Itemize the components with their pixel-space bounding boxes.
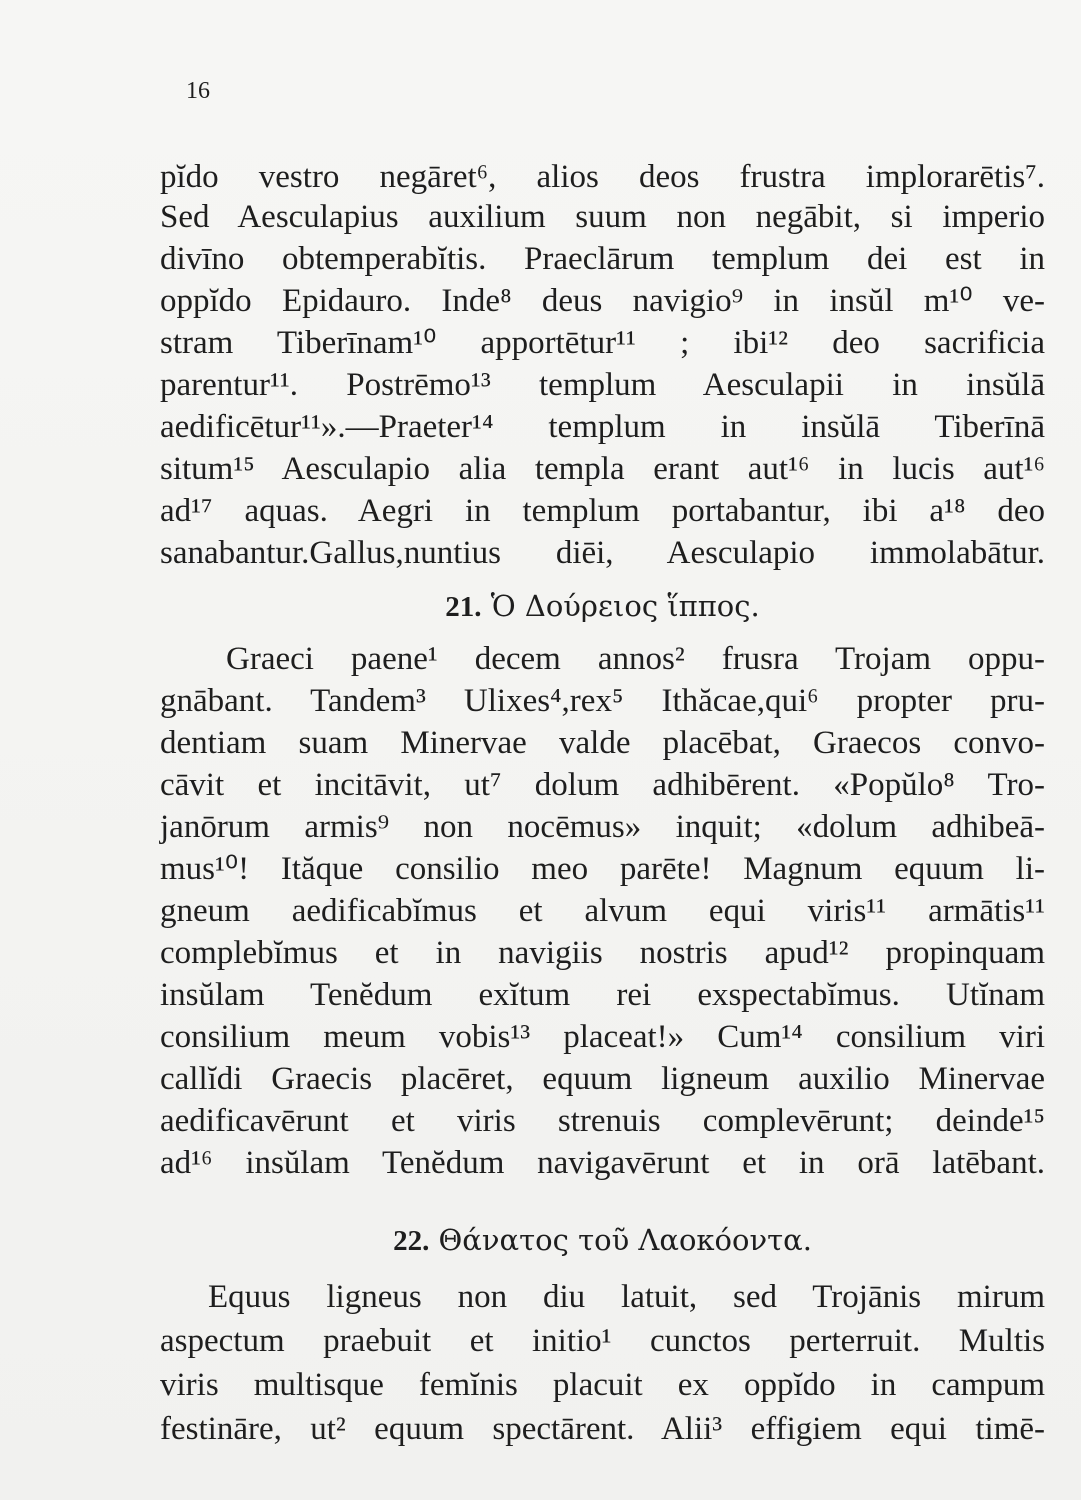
text-line: divīno obtemperabĭtis. Praeclārum templum dei est in <box>160 241 1045 277</box>
text-line: pĭdo vestro negāret⁶, alios deos frustra implorarētis⁷. <box>160 159 1045 195</box>
text-line: dentiam suam Minervae valde placēbat, Graecos convo- <box>160 725 1045 761</box>
text-line: mus¹⁰! Ităque consilio meo parēte! Magnum equum li- <box>160 851 1045 887</box>
section-heading <box>160 588 1045 625</box>
page-number: 16 <box>186 78 210 104</box>
section-number: 22. <box>393 1225 430 1257</box>
text-line: aedificavērunt et viris strenuis complevērunt; deinde¹⁵ <box>160 1103 1045 1139</box>
text-line: ad¹⁶ insŭlam Tenĕdum navigavērunt et in orā latēbant. <box>160 1145 1045 1181</box>
text-line: gneum aedificabĭmus et alvum equi viris¹¹ armātis¹¹ <box>160 893 1045 929</box>
text-line: ad¹⁷ aquas. Aegri in templum portabantur, ibi a¹⁸ deo <box>160 493 1045 529</box>
text-line: viris multisque femĭnis placuit ex oppĭdo in campum <box>160 1367 1045 1403</box>
text-line: aspectum praebuit et initio¹ cunctos perterruit. Multis <box>160 1323 1045 1359</box>
text-line: insŭlam Tenĕdum exĭtum rei exspectabĭmus. Utĭnam <box>160 977 1045 1013</box>
text-line: sanabantur.Gallus,nuntius diēi, Aesculapio immolabātur. <box>160 535 1045 571</box>
text-line: stram Tiberīnam¹⁰ apportētur¹¹ ; ibi¹² deo sacrificia <box>160 325 1045 361</box>
section-21 <box>160 588 1045 1198</box>
text-line: aedificētur¹¹».—Praeter¹⁴ templum in insŭlā Tiberīnā <box>160 409 1045 445</box>
text-line: consilium meum vobis¹³ placeat!» Cum¹⁴ consilium viri <box>160 1019 1045 1055</box>
section-number: 21. <box>445 591 482 623</box>
text-line: parentur¹¹. Postrēmo¹³ templum Aesculapii in insŭlā <box>160 367 1045 403</box>
text-line: cāvit et incitāvit, ut⁷ dolum adhibērent. «Popŭlo⁸ Tro- <box>160 767 1045 803</box>
section-1-text <box>160 158 1045 598</box>
section-title: Θάνατος τοῦ Λαοκόοντα. <box>438 1223 812 1257</box>
section-heading <box>160 1222 1045 1259</box>
text-line: Equus ligneus non diu latuit, sed Trojānis mirum <box>208 1279 1045 1315</box>
text-line: callĭdi Graecis placēret, equum ligneum auxilio Minervae <box>160 1061 1045 1097</box>
text-line: Graeci paene¹ decem annos² frusra Trojam oppu- <box>226 641 1045 677</box>
section-title: Ὁ Δούρειος ἵππος. <box>490 589 760 623</box>
section-22 <box>160 1222 1045 1462</box>
text-line: Sed Aesculapius auxilium suum non negābit, si imperio <box>160 199 1045 235</box>
text-line: situm¹⁵ Aesculapio alia templa erant aut¹⁶ in lucis aut¹⁶ <box>160 451 1045 487</box>
text-line: gnābant. Tandem³ Ulixes⁴,rex⁵ Ithăcae,qui⁶ propter pru- <box>160 683 1045 719</box>
text-line: festināre, ut² equum spectārent. Alii³ effigiem equi timē- <box>160 1411 1045 1447</box>
text-line: janōrum armis⁹ non nocēmus» inquit; «dolum adhibeā- <box>160 809 1045 845</box>
text-line: complebĭmus et in navigiis nostris apud¹² propinquam <box>160 935 1045 971</box>
text-line: oppĭdo Epidauro. Inde⁸ deus navigio⁹ in insŭl m¹⁰ ve- <box>160 283 1045 319</box>
